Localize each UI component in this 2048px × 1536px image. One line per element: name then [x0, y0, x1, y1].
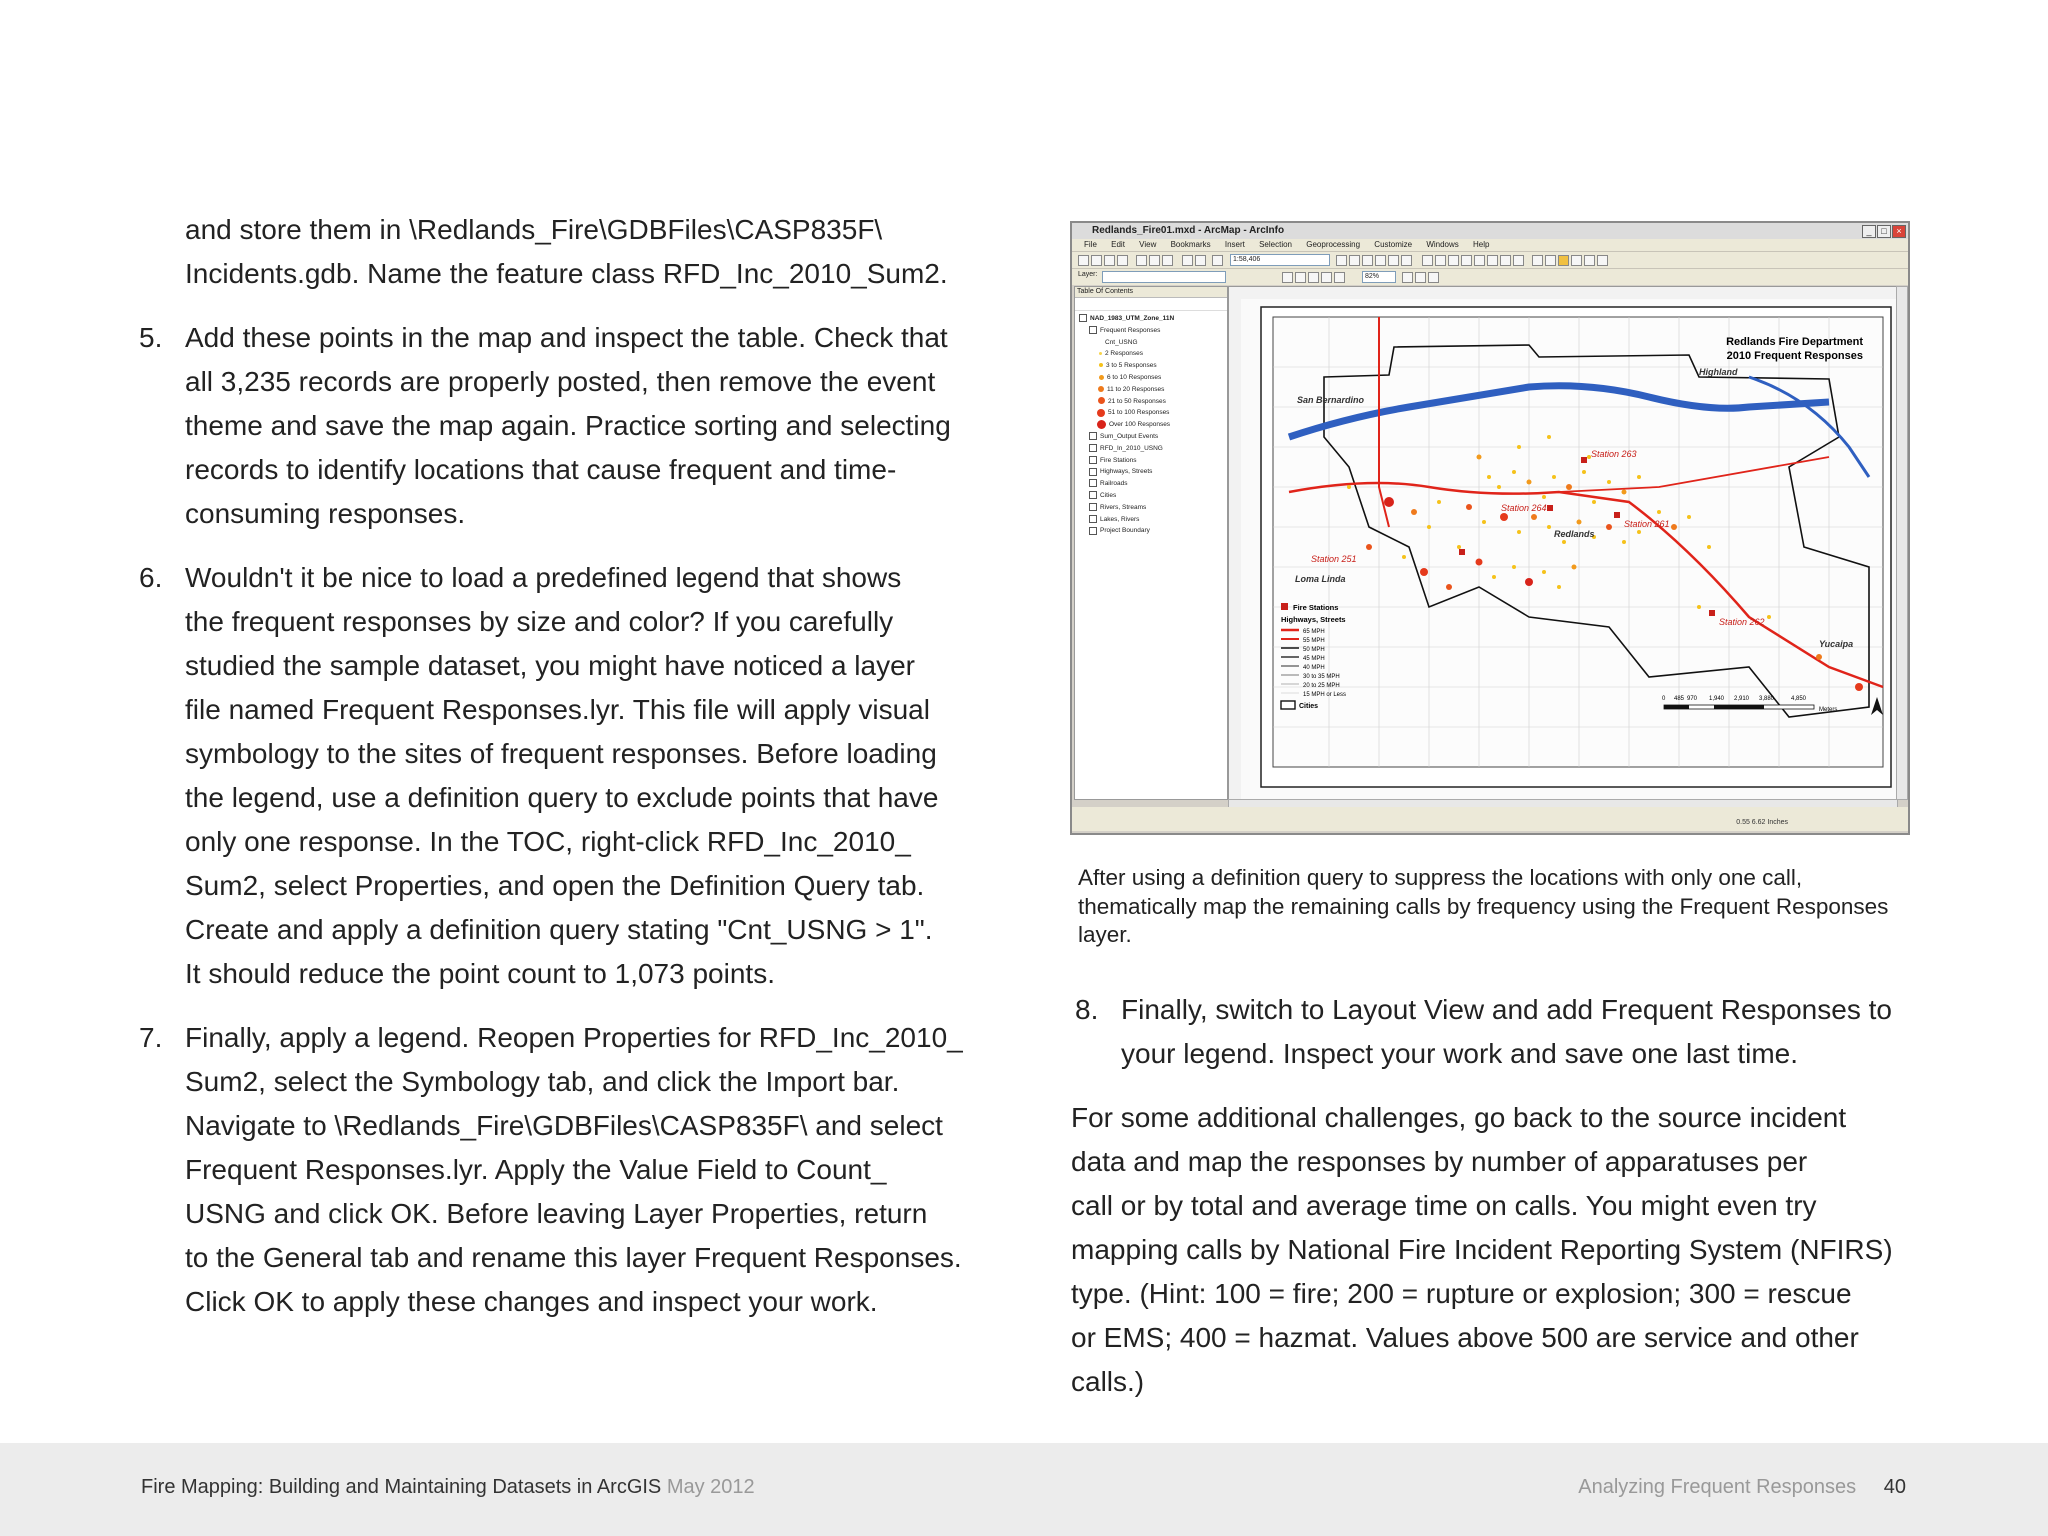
para-line: call or by total and average time on calls. You might even try: [1071, 1190, 1817, 1221]
footer-right: [1578, 1476, 1906, 1499]
menu-bar: [1072, 239, 1908, 251]
svg-text:485: 485: [1674, 696, 1685, 702]
step-line: Navigate to \Redlands_Fire\GDBFiles\CASP835F\ and select: [185, 1110, 943, 1141]
svg-text:2,910: 2,910: [1734, 696, 1750, 702]
close-icon: ×: [1892, 225, 1906, 238]
step-number: 5.: [139, 322, 163, 353]
catalog-icon: [1362, 255, 1373, 266]
toc-item: Railroads: [1075, 478, 1227, 490]
window-title: Redlands_Fire01.mxd - ArcMap - ArcInfo: [1092, 225, 1285, 236]
paste-icon: [1162, 255, 1173, 266]
svg-text:0: 0: [1662, 696, 1666, 702]
copy-icon: [1149, 255, 1160, 266]
menu-windows: Windows: [1426, 240, 1459, 249]
toc-item: 11 to 20 Responses: [1075, 384, 1227, 396]
step-line: the frequent responses by size and color? If you carefully: [185, 606, 894, 637]
para-line: calls.): [1071, 1366, 1145, 1397]
focus-frame-icon: [1415, 272, 1426, 283]
label-redlands: Redlands: [1554, 529, 1595, 539]
challenge-paragraph: [1071, 1096, 1916, 1404]
footer-section: Analyzing Frequent Responses: [1578, 1476, 1857, 1498]
vertical-ruler: [1229, 287, 1241, 799]
measure-icon: [1597, 255, 1608, 266]
table-of-contents: [1074, 286, 1228, 800]
layout-pan-icon: [1308, 272, 1319, 283]
menu-edit: Edit: [1111, 240, 1125, 249]
step-number: 8.: [1075, 994, 1099, 1025]
toc-item: RFD_In_2010_USNG: [1075, 443, 1227, 455]
arcmap-screenshot: [1070, 221, 1910, 835]
step-line: studied the sample dataset, you might have noticed a layer: [185, 650, 915, 681]
standard-toolbar: [1072, 251, 1908, 268]
new-icon: [1078, 255, 1089, 266]
svg-text:15 MPH or Less: 15 MPH or Less: [1303, 692, 1347, 698]
svg-text:3,880: 3,880: [1759, 696, 1775, 702]
step-line: symbology to the sites of frequent responses. Before loading: [185, 738, 937, 769]
step-line: consuming responses.: [185, 498, 466, 529]
step-line: all 3,235 records are properly posted, then remove the event: [185, 366, 936, 397]
menu-selection: Selection: [1259, 240, 1293, 249]
toc-item: 6 to 10 Responses: [1075, 372, 1227, 384]
footer-title: Fire Mapping: Building and Maintaining Datasets in ArcGIS: [141, 1476, 662, 1498]
zoom-100-icon: [1334, 272, 1345, 283]
label-highland: Highland: [1699, 367, 1738, 377]
vertical-scrollbar[interactable]: [1896, 286, 1908, 800]
page-footer: [0, 1443, 2048, 1536]
toc-item: 3 to 5 Responses: [1075, 360, 1227, 372]
label-loma-linda: Loma Linda: [1295, 574, 1346, 584]
left-column: [135, 208, 990, 1324]
step-line: Sum2, select the Symbology tab, and click the Import bar.: [185, 1066, 900, 1097]
layer-dropdown: [1102, 271, 1226, 283]
intro-line: Incidents.gdb. Name the feature class RFD_Inc_2010_Sum2.: [185, 258, 948, 289]
zoom-out-icon: [1435, 255, 1446, 266]
fixed-zoom-out-icon: [1487, 255, 1498, 266]
horizontal-ruler: [1229, 287, 1897, 299]
svg-text:4,850: 4,850: [1791, 696, 1807, 702]
step-number: 6.: [139, 562, 163, 593]
toggle-draft-icon: [1402, 272, 1413, 283]
step-line: Add these points in the map and inspect the table. Check that: [185, 322, 948, 353]
toc-list: [1075, 311, 1227, 537]
label-yucaipa: Yucaipa: [1819, 639, 1854, 649]
step-5: [135, 316, 990, 536]
map-title-1: Redlands Fire Department: [1726, 336, 1863, 348]
footer-left: [141, 1476, 755, 1499]
step-line: Create and apply a definition query stating "Cnt_USNG > 1".: [185, 914, 933, 945]
step-line: Frequent Responses.lyr. Apply the Value Field to Count_: [185, 1154, 887, 1185]
step-line: only one response. In the TOC, right-click RFD_Inc_2010_: [185, 826, 911, 857]
para-line: mapping calls by National Fire Incident Reporting System (NFIRS): [1071, 1234, 1893, 1265]
svg-text:1,940: 1,940: [1709, 696, 1725, 702]
step-line: records to identify locations that cause frequent and time-: [185, 454, 897, 485]
scale-field: 1:58,406: [1230, 254, 1330, 266]
layout-zoom-out-icon: [1295, 272, 1306, 283]
forward-icon: [1513, 255, 1524, 266]
step-number: 7.: [139, 1022, 163, 1053]
status-coordinates: 0.55 6.62 Inches: [1736, 819, 1788, 826]
step-line: file named Frequent Responses.lyr. This file will apply visual: [185, 694, 930, 725]
label-station-261: Station 261: [1624, 519, 1670, 529]
toc-item: NAD_1983_UTM_Zone_11N: [1075, 313, 1227, 325]
cut-icon: [1136, 255, 1147, 266]
page-number: 40: [1883, 1476, 1906, 1498]
toc-item: Cities: [1075, 490, 1227, 502]
svg-text:65 MPH: 65 MPH: [1303, 629, 1325, 635]
step-line: USNG and click OK. Before leaving Layer Properties, return: [185, 1198, 928, 1229]
toc-item: Project Boundary: [1075, 525, 1227, 537]
toc-item: 51 to 100 Responses: [1075, 407, 1227, 419]
toc-icon: [1349, 255, 1360, 266]
undo-icon: [1182, 255, 1193, 266]
minimize-icon: _: [1862, 225, 1876, 238]
label-station-263: Station 263: [1591, 449, 1637, 459]
step-6: [135, 556, 990, 996]
save-icon: [1104, 255, 1115, 266]
menu-view: View: [1139, 240, 1157, 249]
layout-view: [1228, 286, 1898, 800]
step-line: Wouldn't it be nice to load a predefined legend that shows: [185, 562, 902, 593]
layout-toolbar: [1072, 268, 1908, 285]
status-bar: [1072, 807, 1908, 831]
para-line: For some additional challenges, go back to the source incident: [1071, 1102, 1847, 1133]
svg-text:55 MPH: 55 MPH: [1303, 638, 1325, 644]
step-line: the legend, use a definition query to exclude points that have: [185, 782, 939, 813]
step-line: theme and save the map again. Practice sorting and selecting: [185, 410, 951, 441]
menu-file: File: [1084, 240, 1097, 249]
zoom-percent-field: 82%: [1362, 271, 1396, 283]
step-7: [135, 1016, 990, 1324]
para-line: data and map the responses by number of apparatuses per: [1071, 1146, 1808, 1177]
svg-text:Meters: Meters: [1819, 707, 1838, 713]
map-svg: [1229, 287, 1897, 799]
toc-item: Cnt_USNG: [1105, 338, 1138, 346]
para-line: type. (Hint: 100 = fire; 200 = rupture or explosion; 300 = rescue: [1071, 1278, 1852, 1309]
svg-text:970: 970: [1687, 696, 1698, 702]
python-icon: [1401, 255, 1412, 266]
redo-icon: [1195, 255, 1206, 266]
toc-item: 2 Responses: [1075, 348, 1227, 360]
step-line: Finally, switch to Layout View and add Frequent Responses to: [1121, 994, 1892, 1025]
svg-text:30 to 35 MPH: 30 to 35 MPH: [1303, 674, 1340, 680]
toc-item: 21 to 50 Responses: [1075, 396, 1227, 408]
add-data-icon: [1212, 255, 1223, 266]
layout-zoom-in-icon: [1282, 272, 1293, 283]
window-titlebar: [1072, 223, 1908, 239]
pan-icon: [1448, 255, 1459, 266]
print-icon: [1117, 255, 1128, 266]
label-station-262: Station 262: [1719, 617, 1765, 627]
step-line: your legend. Inspect your work and save one last time.: [1121, 1038, 1799, 1069]
svg-text:40 MPH: 40 MPH: [1303, 665, 1325, 671]
svg-text:50 MPH: 50 MPH: [1303, 647, 1325, 653]
toc-item: Lakes, Rivers: [1075, 514, 1227, 526]
menu-geoprocessing: Geoprocessing: [1306, 240, 1361, 249]
toc-item: Sum_Output Events: [1075, 431, 1227, 443]
toc-item: Highways, Streets: [1075, 466, 1227, 478]
fixed-zoom-in-icon: [1474, 255, 1485, 266]
layer-label: Layer:: [1078, 271, 1098, 278]
menu-customize: Customize: [1374, 240, 1413, 249]
step-line: Click OK to apply these changes and inspect your work.: [185, 1286, 878, 1317]
footer-date: May 2012: [666, 1476, 755, 1498]
zoom-whole-page-icon: [1321, 272, 1332, 283]
editor-icon: [1336, 255, 1347, 266]
search-icon: [1375, 255, 1386, 266]
label-station-264: Station 264: [1501, 503, 1547, 513]
figure-caption: After using a definition query to suppress the locations with only one call, thematically map the remaining calls by frequency using the Frequent Responses layer.: [1078, 865, 1889, 947]
toc-title: Table Of Contents: [1075, 287, 1227, 298]
map-title-2: 2010 Frequent Responses: [1726, 350, 1863, 362]
legend-fire-stations: Fire Stations: [1293, 603, 1339, 612]
step-line: Sum2, select Properties, and open the Definition Query tab.: [185, 870, 925, 901]
change-layout-icon: [1428, 272, 1439, 283]
toc-toolbar: [1075, 298, 1227, 311]
step-8: [1071, 988, 1916, 1076]
legend-highways: Highways, Streets: [1281, 615, 1346, 624]
toc-item: Frequent Responses: [1075, 325, 1227, 337]
maximize-icon: □: [1877, 225, 1891, 238]
svg-text:45 MPH: 45 MPH: [1303, 656, 1325, 662]
select-features-icon: [1532, 255, 1543, 266]
zoom-in-icon: [1422, 255, 1433, 266]
select-elements-icon: [1558, 255, 1569, 266]
step-line: to the General tab and rename this layer Frequent Responses.: [185, 1242, 962, 1273]
open-icon: [1091, 255, 1102, 266]
toc-item: Over 100 Responses: [1075, 419, 1227, 431]
step-line: It should reduce the point count to 1,073 points.: [185, 958, 775, 989]
clear-selection-icon: [1545, 255, 1556, 266]
full-extent-icon: [1461, 255, 1472, 266]
intro-line: and store them in \Redlands_Fire\GDBFiles\CASP835F\: [185, 214, 883, 245]
hyperlink-icon: [1584, 255, 1595, 266]
menu-bookmarks: Bookmarks: [1170, 240, 1211, 249]
back-icon: [1500, 255, 1511, 266]
step-line: Finally, apply a legend. Reopen Properties for RFD_Inc_2010_: [185, 1022, 963, 1053]
label-san-bernardino: San Bernardino: [1297, 395, 1365, 405]
legend-cities: Cities: [1299, 703, 1319, 710]
toc-item: Fire Stations: [1075, 455, 1227, 467]
menu-insert: Insert: [1224, 240, 1245, 249]
arctoolbox-icon: [1388, 255, 1399, 266]
toc-item: Rivers, Streams: [1075, 502, 1227, 514]
label-station-251: Station 251: [1311, 554, 1357, 564]
para-line: or EMS; 400 = hazmat. Values above 500 are service and other: [1071, 1322, 1859, 1353]
right-column: [1071, 988, 1916, 1404]
svg-text:20 to 25 MPH: 20 to 25 MPH: [1303, 683, 1340, 689]
menu-help: Help: [1473, 240, 1490, 249]
identify-icon: [1571, 255, 1582, 266]
